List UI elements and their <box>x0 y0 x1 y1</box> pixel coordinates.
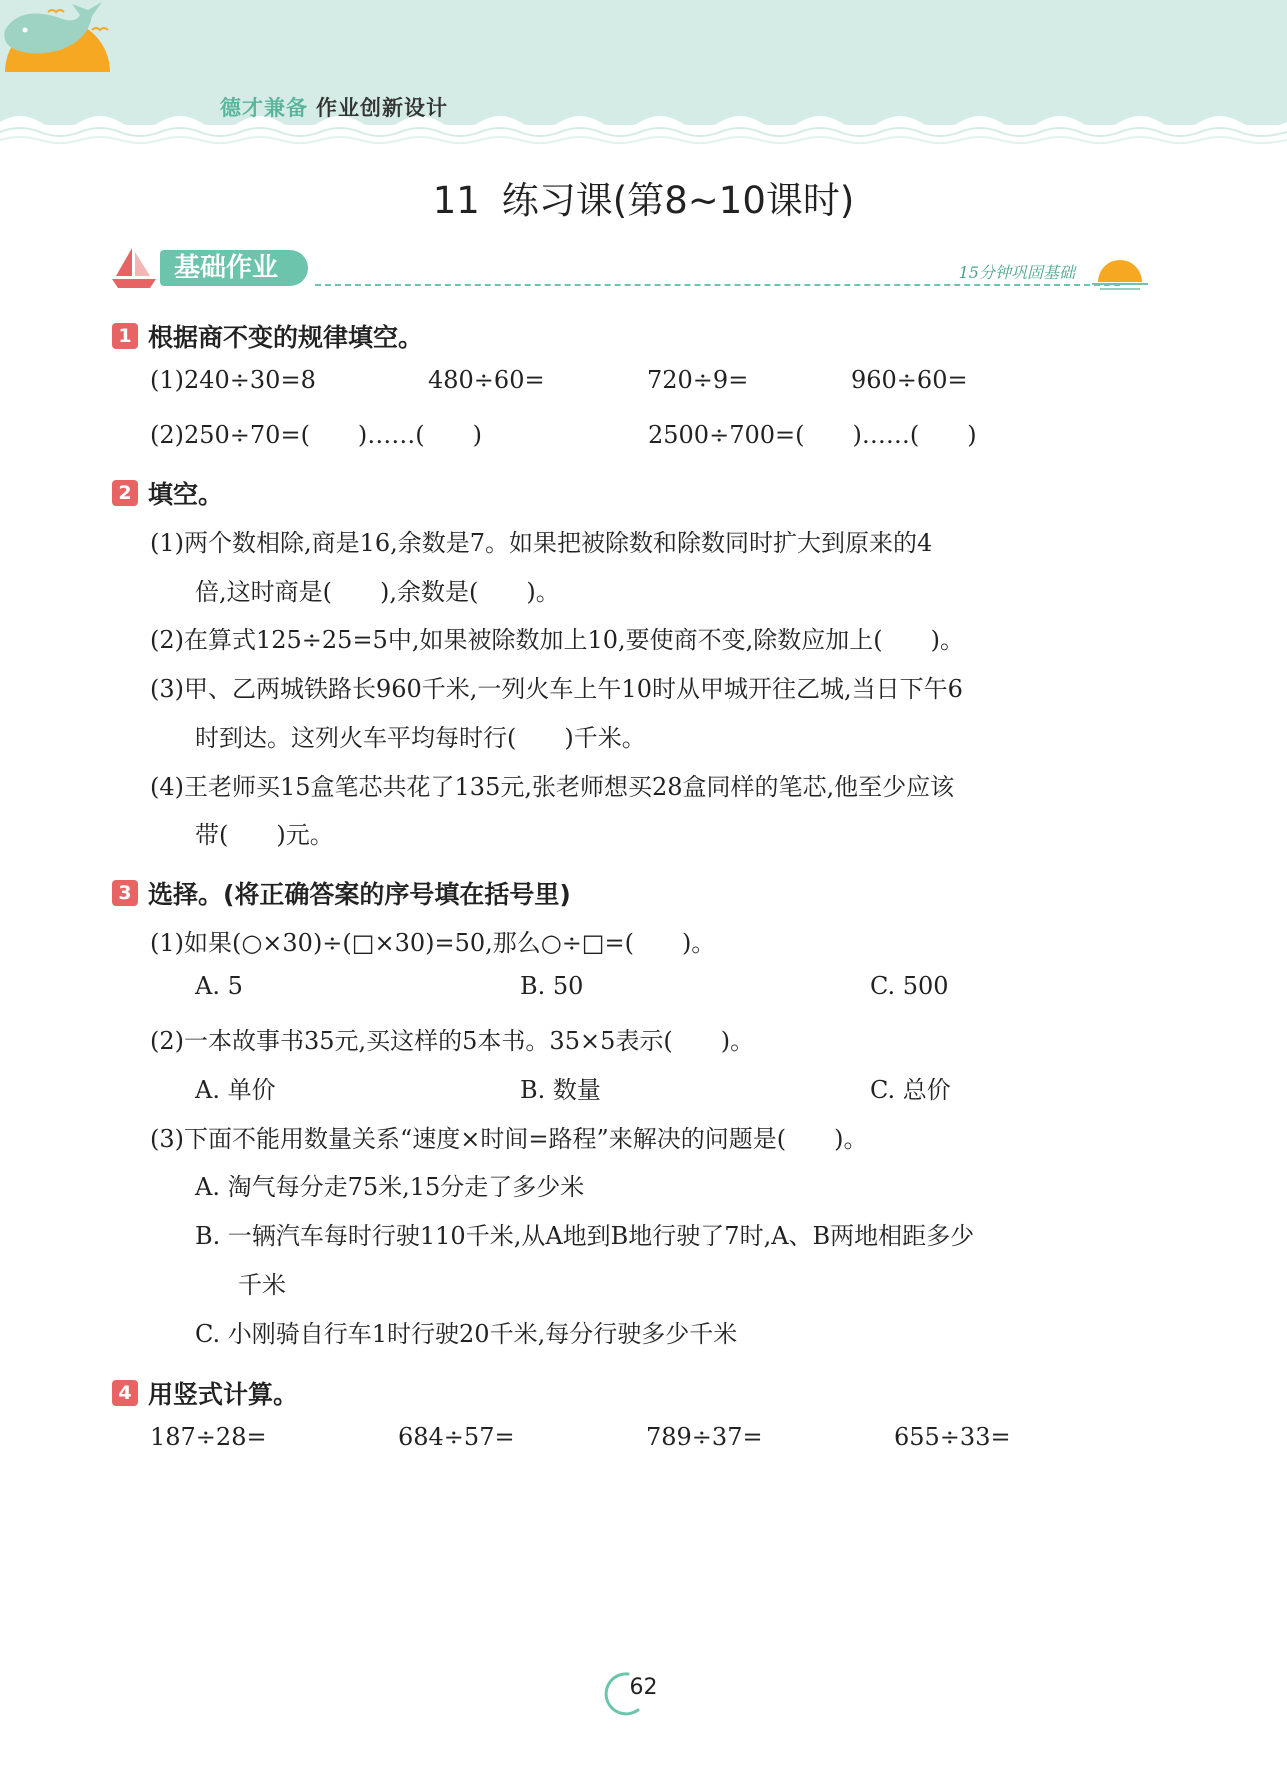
q1-row1-item-3: 720÷9= <box>647 366 749 394</box>
q3-part-2-option-a: A. 单价 <box>195 1076 276 1104</box>
sailboat-icon <box>110 246 160 290</box>
q2-line-6: (4)王老师买15盒笔芯共花了135元,张老师想买28盒同样的笔芯,他至少应该 <box>150 773 955 801</box>
q4-item-2: 684÷57= <box>398 1423 515 1451</box>
q3-part-1-option-b: B. 50 <box>520 972 584 1000</box>
q1-row2-item-1: (2)250÷70=( )……( ) <box>150 421 483 449</box>
brand <box>220 92 448 122</box>
question-4-title: 用竖式计算。 <box>148 1380 299 1409</box>
q1-row1-item-2: 480÷60= <box>428 366 545 394</box>
q2-line-1: (1)两个数相除,商是16,余数是7。如果把被除数和除数同时扩大到原来的4 <box>150 529 933 557</box>
question-1-heading <box>112 318 423 354</box>
section-label: 基础作业 <box>160 250 308 286</box>
page-number: 62 <box>629 1675 658 1700</box>
q3-part-2: (2)一本故事书35元,买这样的5本书。35×5表示( )。 <box>150 1027 755 1055</box>
q3-part-3-option-c: C. 小刚骑自行车1时行驶20千米,每分行驶多少千米 <box>195 1320 738 1348</box>
q3-part-3-option-b-line-1: B. 一辆汽车每时行驶110千米,从A地到B地行驶了7时,A、B两地相距多少 <box>195 1222 975 1250</box>
whale-icon <box>0 0 105 60</box>
q3-part-1: (1)如果(○×30)÷(□×30)=50,那么○÷□=( )。 <box>150 929 716 957</box>
section-divider <box>315 284 1120 286</box>
q1-row2-item-2: 2500÷700=( )……( ) <box>648 421 977 449</box>
section-bar <box>110 246 1150 294</box>
q2-line-5: 时到达。这列火车平均每时行( )千米。 <box>195 724 646 752</box>
wave-background <box>0 0 1287 150</box>
page-title <box>0 170 1287 224</box>
q2-line-7: 带( )元。 <box>195 821 334 849</box>
q3-part-2-option-b: B. 数量 <box>520 1076 601 1104</box>
header-band <box>0 0 1287 150</box>
q4-item-3: 789÷37= <box>646 1423 763 1451</box>
question-4-heading <box>112 1375 298 1411</box>
q2-line-3: (2)在算式125÷25=5中,如果被除数加上10,要使商不变,除数应加上( )。 <box>150 626 964 654</box>
brand-dark-text: 作业创新设计 <box>316 96 448 120</box>
q2-line-2: 倍,这时商是( ),余数是( )。 <box>195 578 560 606</box>
q2-line-4: (3)甲、乙两城铁路长960千米,一列火车上午10时从甲城开往乙城,当日下午6 <box>150 675 963 703</box>
q4-item-1: 187÷28= <box>150 1423 267 1451</box>
q3-part-3-option-b-line-2: 千米 <box>238 1271 286 1299</box>
question-1-number: 1 <box>112 323 138 349</box>
question-1-title: 根据商不变的规律填空。 <box>148 323 424 352</box>
question-3-title: 选择。(将正确答案的序号填在括号里) <box>148 880 571 909</box>
q3-part-2-option-c: C. 总价 <box>870 1076 951 1104</box>
q4-item-4: 655÷33= <box>894 1423 1011 1451</box>
q3-part-1-option-c: C. 500 <box>870 972 949 1000</box>
q1-row1-item-1: (1)240÷30=8 <box>150 366 316 394</box>
q3-part-3-option-a: A. 淘气每分走75米,15分走了多少米 <box>195 1173 585 1201</box>
q3-part-3: (3)下面不能用数量关系“速度×时间=路程”来解决的问题是( )。 <box>150 1125 868 1153</box>
question-2-number: 2 <box>112 480 138 506</box>
question-2-heading <box>112 475 223 511</box>
section-note: 15分钟巩固基础 <box>958 263 1075 282</box>
question-3-number: 3 <box>112 880 138 906</box>
lesson-number: 11 <box>432 179 480 222</box>
brand-green-text: 德才兼备 <box>220 96 308 120</box>
lesson-title: 练习课(第8~10课时) <box>501 179 855 222</box>
question-2-title: 填空。 <box>148 480 224 509</box>
small-sun-icon <box>1090 252 1150 292</box>
q1-row1-item-4: 960÷60= <box>851 366 968 394</box>
q3-part-1-option-a: A. 5 <box>195 972 243 1000</box>
question-4-number: 4 <box>112 1380 138 1406</box>
question-3-heading <box>112 875 571 911</box>
